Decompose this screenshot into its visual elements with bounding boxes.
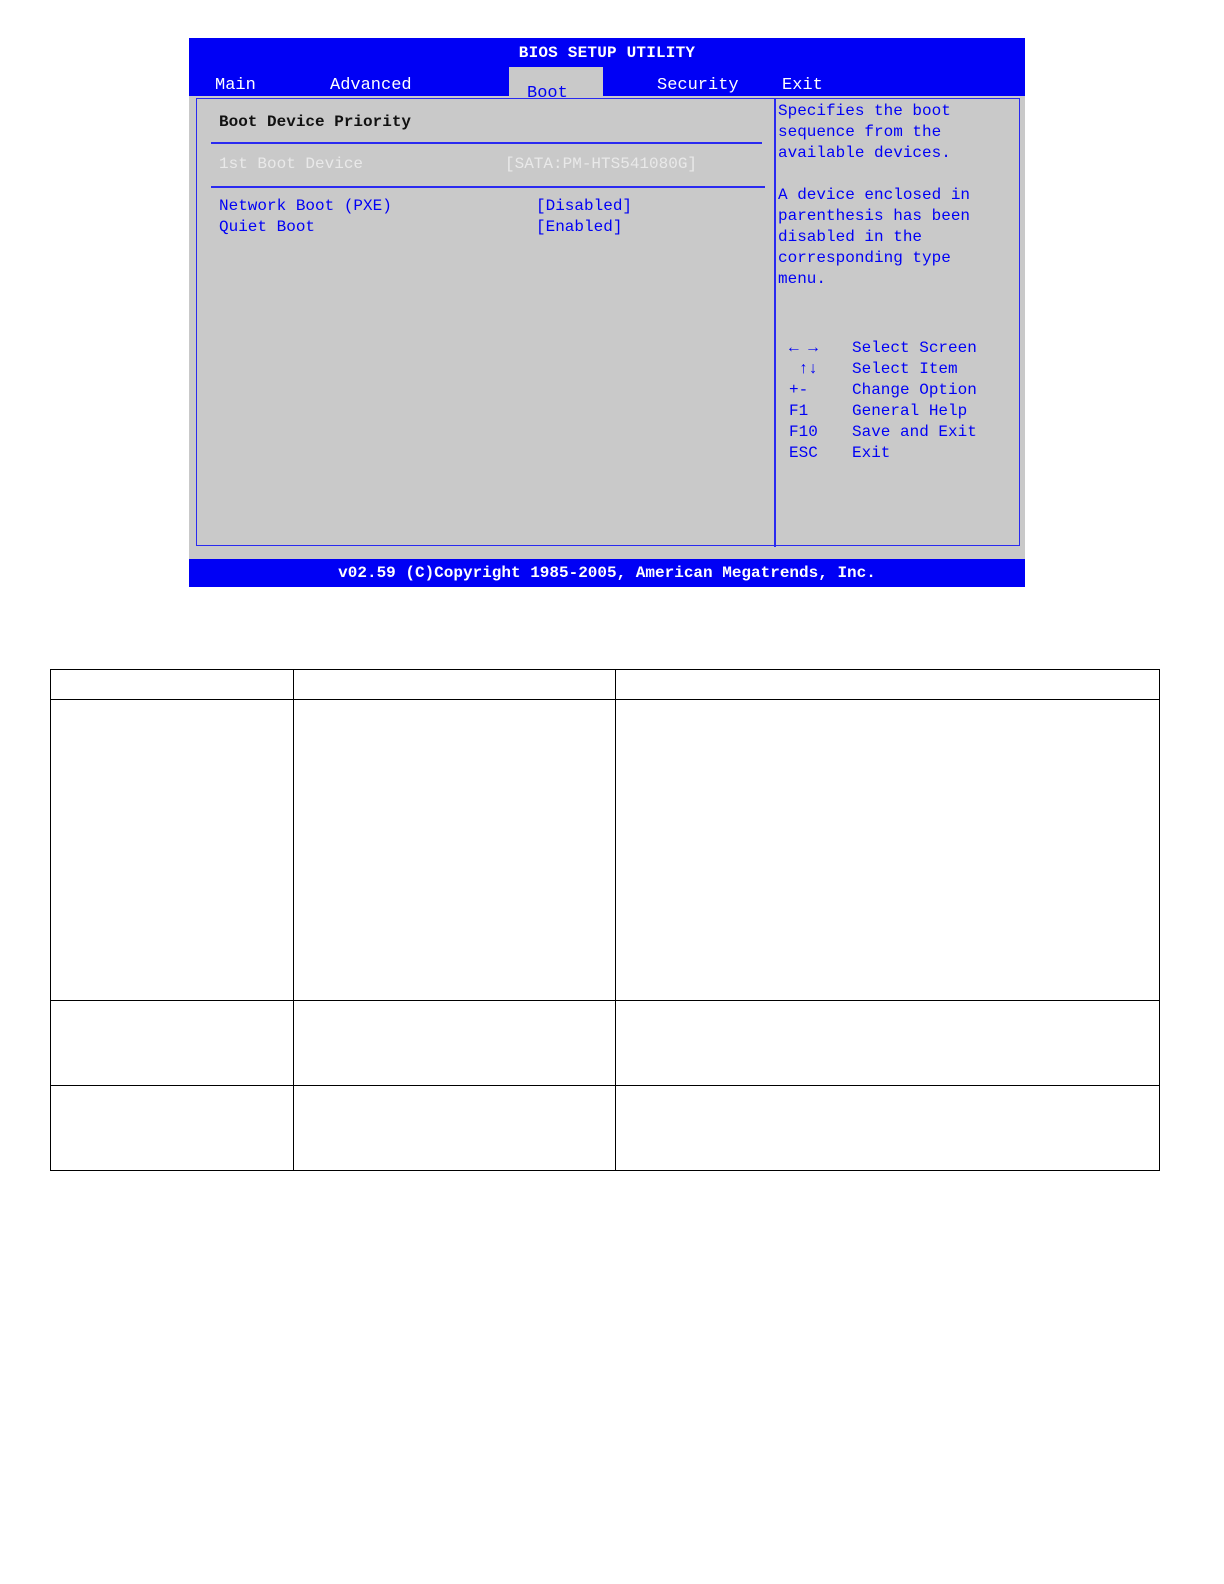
key-desc: Save and Exit xyxy=(852,423,977,441)
empty-table xyxy=(50,669,1160,1171)
key-esc: ESC xyxy=(789,444,818,462)
tab-main[interactable]: Main xyxy=(215,76,256,95)
table-row xyxy=(51,1001,1160,1086)
table-cell xyxy=(294,700,616,1001)
tab-boot[interactable] xyxy=(509,67,603,103)
section-title: Boot Device Priority xyxy=(219,113,412,131)
tab-security[interactable]: Security xyxy=(657,76,739,95)
table-cell xyxy=(616,670,1160,700)
help-line: corresponding type xyxy=(778,249,951,267)
boot-device-label[interactable]: 1st Boot Device xyxy=(219,155,364,173)
network-boot-label[interactable]: Network Boot (PXE) xyxy=(219,197,392,215)
help-line: menu. xyxy=(778,270,827,288)
bios-screenshot xyxy=(189,38,1025,587)
bios-title-bar xyxy=(189,38,1025,103)
key-desc: Select Screen xyxy=(852,339,977,357)
bios-footer-bar xyxy=(189,559,1025,587)
key-desc: Change Option xyxy=(852,381,977,399)
help-line: sequence from the xyxy=(778,123,942,141)
key-arrows-ud-icon: ↑↓ xyxy=(789,360,818,378)
table-cell xyxy=(51,1086,294,1171)
table-row xyxy=(51,670,1160,700)
table-row xyxy=(51,700,1160,1001)
table-cell xyxy=(616,700,1160,1001)
help-line: parenthesis has been xyxy=(778,207,971,225)
key-arrows-lr-icon: ← → xyxy=(789,339,818,357)
table-cell xyxy=(294,1086,616,1171)
section-underline xyxy=(211,142,762,144)
table-cell xyxy=(294,1001,616,1086)
table-cell xyxy=(51,670,294,700)
copyright-text: v02.59 (C)Copyright 1985-2005, American Megatrends, Inc. xyxy=(338,564,876,582)
key-f10: F10 xyxy=(789,423,818,441)
help-divider xyxy=(774,98,776,547)
quiet-boot-label[interactable]: Quiet Boot xyxy=(219,218,316,236)
tab-exit[interactable]: Exit xyxy=(782,76,823,95)
key-desc: General Help xyxy=(852,402,968,420)
help-line: Specifies the boot xyxy=(778,102,951,120)
help-line: available devices. xyxy=(778,144,951,162)
tab-advanced[interactable]: Advanced xyxy=(330,76,412,95)
key-desc: Select Item xyxy=(852,360,958,378)
help-line: disabled in the xyxy=(778,228,923,246)
table-cell xyxy=(51,700,294,1001)
table-cell xyxy=(51,1001,294,1086)
key-plus-minus: +- xyxy=(789,381,809,399)
help-line: A device enclosed in xyxy=(778,186,971,204)
table-cell xyxy=(616,1086,1160,1171)
boot-device-value[interactable]: [SATA:PM-HTS541080G] xyxy=(505,155,698,173)
boot-device-divider xyxy=(211,186,765,188)
tab-boot-label: Boot xyxy=(527,84,568,103)
table-cell xyxy=(294,670,616,700)
bios-title: BIOS SETUP UTILITY xyxy=(518,44,696,62)
table-cell xyxy=(616,1001,1160,1086)
key-desc: Exit xyxy=(852,444,891,462)
key-f1: F1 xyxy=(789,402,809,420)
help-text xyxy=(778,101,1018,290)
quiet-boot-value[interactable]: [Enabled] xyxy=(536,218,623,236)
network-boot-value[interactable]: [Disabled] xyxy=(536,197,633,215)
table-row xyxy=(51,1086,1160,1171)
